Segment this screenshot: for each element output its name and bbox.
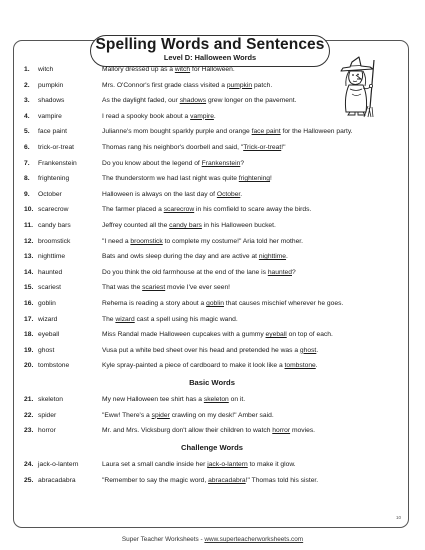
item-number: 18. [24,331,34,339]
item-number: 4. [24,112,30,120]
example-sentence: Bats and owls sleep during the day and are active at nighttime. [102,253,288,261]
example-sentence: Vusa put a white bed sheet over his head and pretended he was a ghost. [102,346,319,354]
basic-words-heading: Basic Words [189,378,235,387]
spelling-word: frightening [38,175,70,183]
example-sentence: Mrs. O'Connor's first grade class visited a pumpkin patch. [102,81,273,89]
spelling-word: spider [38,411,57,419]
item-number: 12. [24,237,34,245]
item-number: 24. [24,461,34,468]
example-sentence: The thunderstorm we had last night was quite frightening! [102,175,272,183]
spelling-word: pumpkin [38,81,64,89]
example-sentence: Do you know about the legend of Frankenstein? [102,159,245,167]
spelling-word: horror [38,427,56,435]
item-number: 11. [24,222,33,229]
item-number: 13. [24,253,34,261]
item-number: 7. [24,159,30,167]
spelling-word: scarecrow [38,206,69,214]
spelling-word: trick-or-treat [38,144,75,151]
item-number: 14. [24,268,34,276]
spelling-word: witch [38,66,54,73]
witch-illustration [337,56,379,118]
item-number: 1. [24,66,30,73]
example-sentence: The farmer placed a scarecrow in his cornfield to scare away the birds. [102,206,312,214]
spelling-word: shadows [38,97,65,105]
item-number: 5. [24,128,30,136]
example-sentence: Julianne's mom bought sparkly purple and orange face paint for the Halloween party. [102,128,353,136]
challenge-words-heading: Challenge Words [181,443,243,452]
item-number: 3. [24,97,30,105]
item-number: 8. [24,175,30,183]
spelling-word: jack-o-lantern [38,461,79,468]
item-number: 22. [24,411,34,419]
item-number: 21. [24,396,34,403]
example-sentence: Thomas rang his neighbor's doorbell and said, "Trick-or-treat!" [102,144,286,151]
example-sentence: The wizard cast a spell using his magic wand. [102,315,238,323]
example-sentence: As the daylight faded, our shadows grew longer on the pavement. [102,97,297,105]
item-number: 16. [24,300,34,307]
spelling-word: abracadabra [38,476,76,484]
item-number: 19. [24,346,34,354]
spelling-word: nighttime [38,253,66,261]
item-number: 6. [24,144,30,151]
example-sentence: Do you think the old farmhouse at the end of the lane is haunted? [102,268,296,276]
example-sentence: Rehema is reading a story about a goblin that causes mischief wherever he goes. [102,300,344,307]
spelling-word: face paint [38,128,67,136]
item-number: 20. [24,362,34,370]
spelling-word: eyeball [38,331,60,339]
spelling-word: broomstick [38,237,71,245]
example-sentence: Halloween is always on the last day of October. [102,190,243,198]
item-number: 17. [24,315,34,323]
example-sentence: I read a spooky book about a vampire. [102,112,216,120]
item-number: 15. [24,284,34,292]
spelling-word: scariest [38,284,62,292]
spelling-word: tombstone [38,362,70,370]
spelling-word: wizard [38,315,58,323]
page-number: 10 [395,515,401,520]
title-banner [90,35,330,67]
example-sentence: Jeffrey counted all the candy bars in his Halloween bucket. [102,222,276,229]
item-number: 10. [24,206,34,214]
example-sentence: Miss Randal made Halloween cupcakes with a gummy eyeball on top of each. [102,331,333,339]
spelling-word: ghost [38,346,55,354]
footer-text: Super Teacher Worksheets - [121,536,205,543]
example-sentence: "Remember to say the magic word, abracadabra!" Thomas told his sister. [102,476,319,484]
footer [0,536,425,543]
item-number: 25. [24,476,34,484]
item-number: 9. [24,190,30,198]
page-title: Spelling Words and Sentences [95,36,325,53]
example-sentence: Mr. and Mrs. Vicksburg don't allow their children to watch horror movies. [102,427,316,435]
example-sentence: Laura set a small candle inside her jack-o-lantern to make it glow. [102,461,296,468]
page-subtitle: Level D: Halloween Words [163,53,257,62]
example-sentence: Kyle spray-painted a piece of cardboard to make it look like a tombstone. [102,362,318,370]
spelling-word: October [38,190,62,198]
example-sentence: That was the scariest movie I've ever seen! [102,284,231,292]
item-number: 23. [24,427,34,435]
spelling-word: Frankenstein [38,159,77,167]
example-sentence: "I need a broomstick to complete my costume!" Aria told her mother. [102,237,304,245]
example-sentence: My new Halloween tee shirt has a skeleton on it. [102,396,246,403]
footer-link[interactable]: www.superteacherworksheets.com [204,536,304,543]
spelling-word: goblin [38,300,56,307]
spelling-word: haunted [38,268,63,276]
item-number: 2. [24,81,30,89]
spelling-word: candy bars [38,222,71,229]
spelling-word: skeleton [38,396,63,403]
example-sentence: Mallory dressed up as a witch for Halloween. [102,66,235,73]
example-sentence: "Eww! There's a spider crawling on my desk!" Amber said. [102,411,274,419]
spelling-word: vampire [38,112,62,120]
